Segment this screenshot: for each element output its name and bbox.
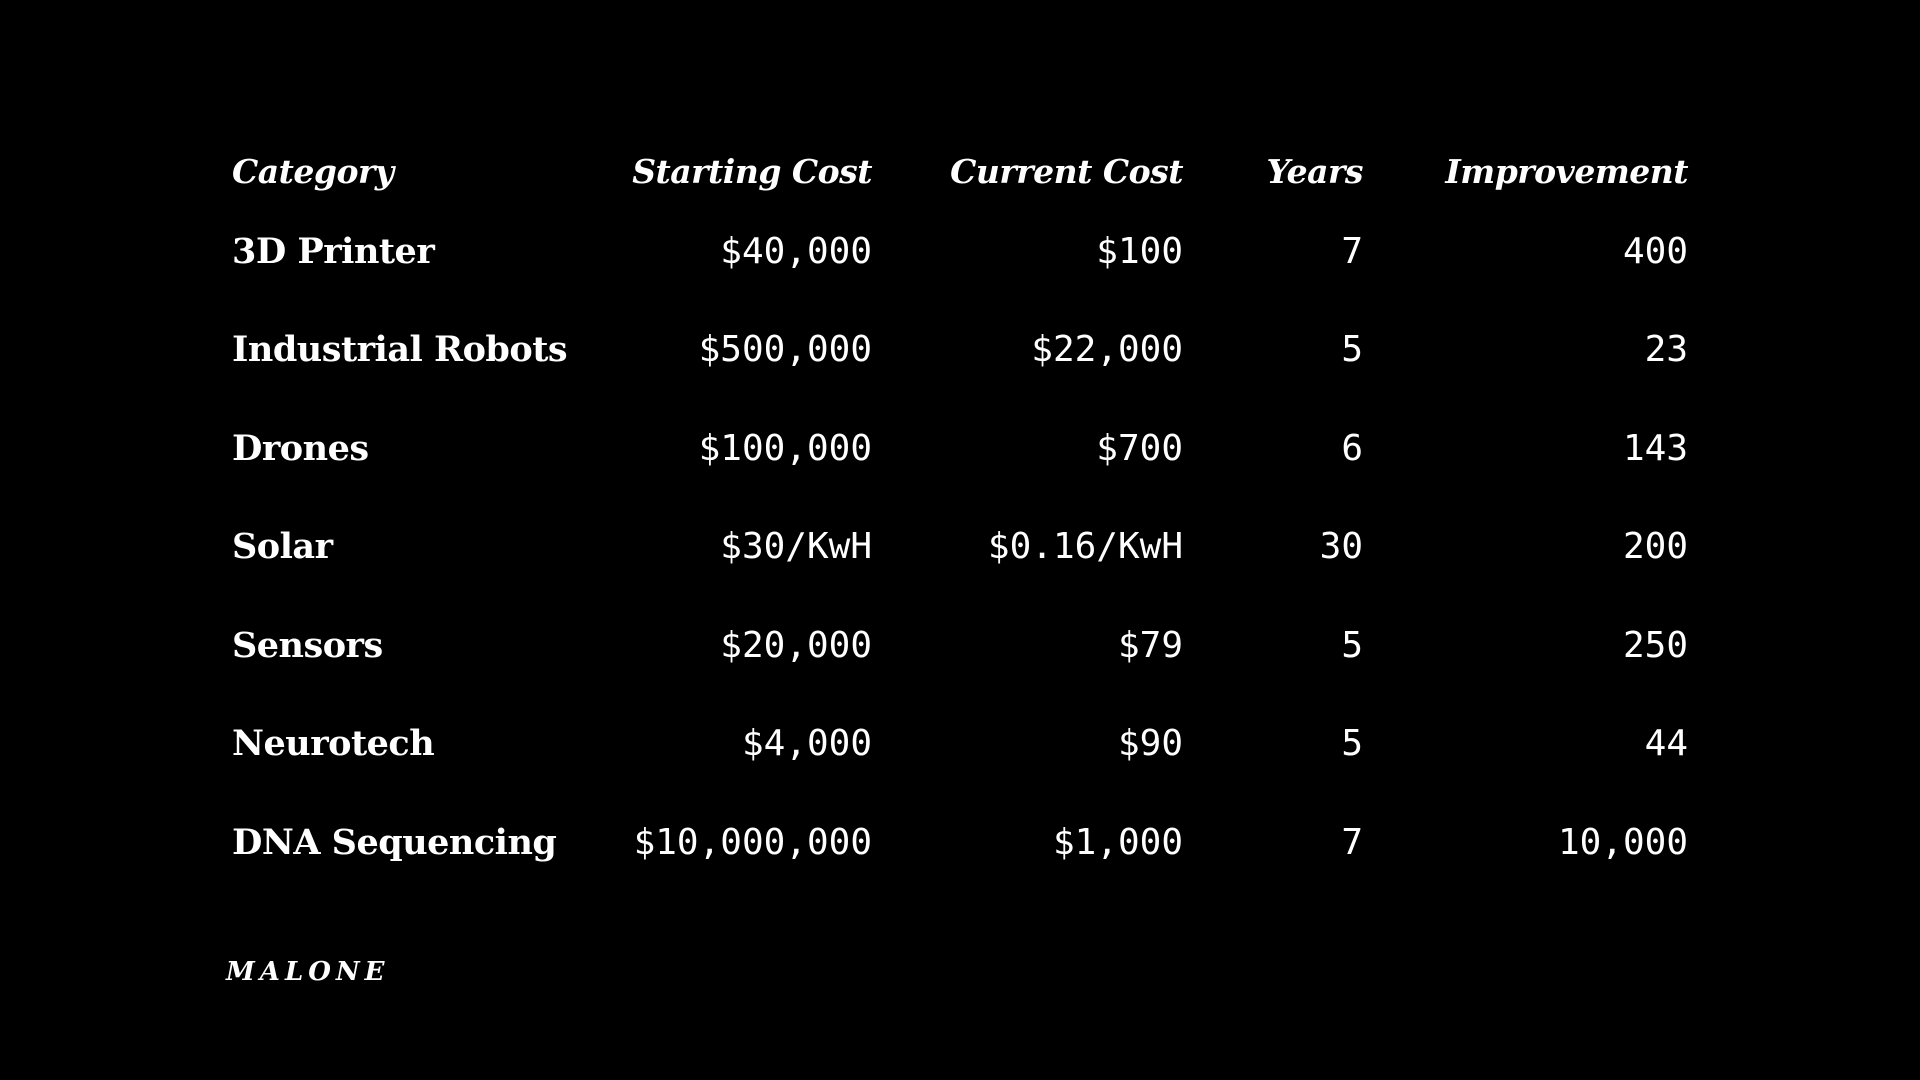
cell-years: 5: [1341, 723, 1363, 765]
table-header-row: [232, 140, 1688, 202]
cell-improvement: 44: [1644, 723, 1688, 765]
cell-current-cost: $22,000: [1031, 329, 1183, 371]
table-row: [232, 202, 1688, 301]
cell-current-cost: $100: [1096, 230, 1183, 272]
cell-category: Sensors: [232, 624, 383, 666]
cell-improvement: 143: [1622, 427, 1688, 469]
cell-starting-cost: $100,000: [698, 427, 872, 469]
cell-years: 7: [1341, 821, 1363, 863]
cell-current-cost: $0.16/KwH: [987, 526, 1183, 568]
cell-category: Neurotech: [232, 723, 435, 765]
header-current-cost: Current Cost: [950, 151, 1183, 191]
cell-current-cost: $1,000: [1052, 821, 1183, 863]
header-years: Years: [1266, 151, 1363, 191]
cell-starting-cost: $4,000: [741, 723, 872, 765]
cell-improvement: 23: [1644, 329, 1688, 371]
cell-current-cost: $79: [1117, 624, 1183, 666]
table-row: [232, 793, 1688, 892]
cell-starting-cost: $30/KwH: [720, 526, 872, 568]
cell-years: 6: [1341, 427, 1363, 469]
cell-current-cost: $700: [1096, 427, 1183, 469]
cell-starting-cost: $40,000: [720, 230, 872, 272]
table-row: [232, 498, 1688, 597]
brand-logo-text: MALONE: [226, 957, 390, 987]
cell-category: Drones: [232, 427, 369, 469]
cell-improvement: 250: [1622, 624, 1688, 666]
cost-table: [232, 140, 1688, 892]
cell-improvement: 400: [1622, 230, 1688, 272]
cell-improvement: 200: [1622, 526, 1688, 568]
cell-starting-cost: $20,000: [720, 624, 872, 666]
cell-category: 3D Printer: [232, 230, 435, 272]
cell-category: Solar: [232, 526, 333, 568]
header-improvement: Improvement: [1445, 151, 1688, 191]
cell-category: DNA Sequencing: [232, 821, 557, 863]
cell-starting-cost: $500,000: [698, 329, 872, 371]
header-starting-cost: Starting Cost: [632, 151, 872, 191]
cell-years: 30: [1319, 526, 1363, 568]
cell-years: 7: [1341, 230, 1363, 272]
cell-years: 5: [1341, 329, 1363, 371]
table-row: [232, 596, 1688, 695]
cell-years: 5: [1341, 624, 1363, 666]
cell-current-cost: $90: [1117, 723, 1183, 765]
table-row: [232, 399, 1688, 498]
cell-starting-cost: $10,000,000: [633, 821, 872, 863]
header-category: Category: [232, 151, 394, 191]
cell-improvement: 10,000: [1557, 821, 1688, 863]
table-row: [232, 695, 1688, 794]
cell-category: Industrial Robots: [232, 329, 568, 371]
table-row: [232, 301, 1688, 400]
